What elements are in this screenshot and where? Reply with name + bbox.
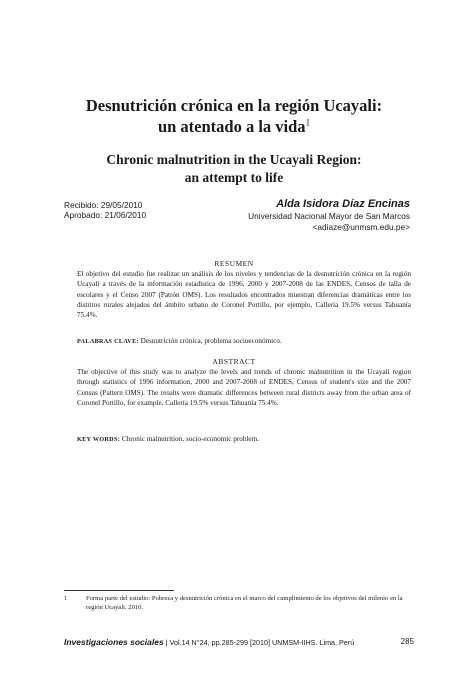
author-email[interactable]: <adiaze@unmsm.edu.pe> bbox=[312, 221, 410, 232]
approved-date: Aprobado: 21/06/2010 bbox=[64, 210, 147, 220]
article-title-line2-text: un atentado a la vida bbox=[157, 117, 306, 136]
resumen-heading: RESUMEN bbox=[214, 259, 254, 268]
page-footer bbox=[64, 637, 414, 647]
article-title-line1: Desnutrición crónica en la región Ucayali: bbox=[85, 96, 383, 115]
author-affiliation: Universidad Nacional Mayor de San Marcos bbox=[248, 211, 410, 221]
abstract-text: The objective of this study was to analyze the levels and trends of chronic malnutrition in the Ucayali region through statistics of 1996 information, 2000 and 2007-2008 of ENDES, Census of student's size and the 2007 Census (Pattern OMS). The results were dramatic differences between rural districts away from the urban area of Coronel Portillo, for example, Callería 19.5% versus Tahuanía 75.4%. bbox=[77, 368, 411, 407]
resumen-keywords bbox=[77, 336, 411, 347]
author-block bbox=[248, 198, 410, 232]
footnote-text: Forma parte del estudio: Pobreza y desnutrición crónica en el marco del cumplimiento de los objetivos del milenio en la región Ucayali. 2010. bbox=[86, 595, 403, 611]
received-date: Recibido: 29/05/2010 bbox=[64, 200, 143, 210]
journal-details: Vol.14 N°24, pp.285-299 [2010] UNMSM-IIHS. Lima, Perú bbox=[169, 638, 355, 647]
resumen-keywords-text: Desnutrición crónica, problema socioeconómico. bbox=[140, 337, 282, 345]
footnote-divider bbox=[64, 590, 174, 591]
resumen-text: El objetivo del estudio fue realizar un análisis de los niveles y tendencias de la desnutrición crónica en la región Ucayali a través de la información estadística de 1996, 2000 y 2007-2008 de las ENDES, Censos de talla de escolares y el Censo 2007 (Patrón OMS). Los resultados encontrados muestran diferencias dramáticas entre los distritos rurales alejados del ámbito urbano de Coronel Portillo, por ejemplo, Callería 19.5% versus Tahuanía 75.4%. bbox=[77, 270, 411, 320]
footer-separator: | bbox=[165, 638, 170, 647]
article-subtitle-line2: an attempt to life bbox=[184, 170, 284, 185]
footnote-number: 1 bbox=[64, 595, 68, 602]
author-name: Alda Isidora Díaz Encinas bbox=[276, 198, 410, 210]
abstract-keywords-text: Chronic malnutrition, socio-economic problem. bbox=[121, 435, 259, 443]
page-number: 285 bbox=[400, 637, 414, 646]
journal-name: Investigaciones sociales bbox=[64, 637, 164, 647]
article-subtitle-line1: Chronic malnutrition in the Ucayali Region: bbox=[106, 152, 362, 167]
resumen-keywords-label: PALABRAS CLAVE: bbox=[77, 338, 139, 345]
abstract-keywords-label: KEY WORDS: bbox=[77, 436, 121, 443]
abstract-heading: ABSTRACT bbox=[212, 357, 256, 366]
abstract-keywords bbox=[77, 434, 411, 445]
article-title-line2 bbox=[0, 117, 468, 137]
title-footnote-marker[interactable]: 1 bbox=[305, 117, 311, 128]
submission-dates bbox=[64, 200, 146, 220]
